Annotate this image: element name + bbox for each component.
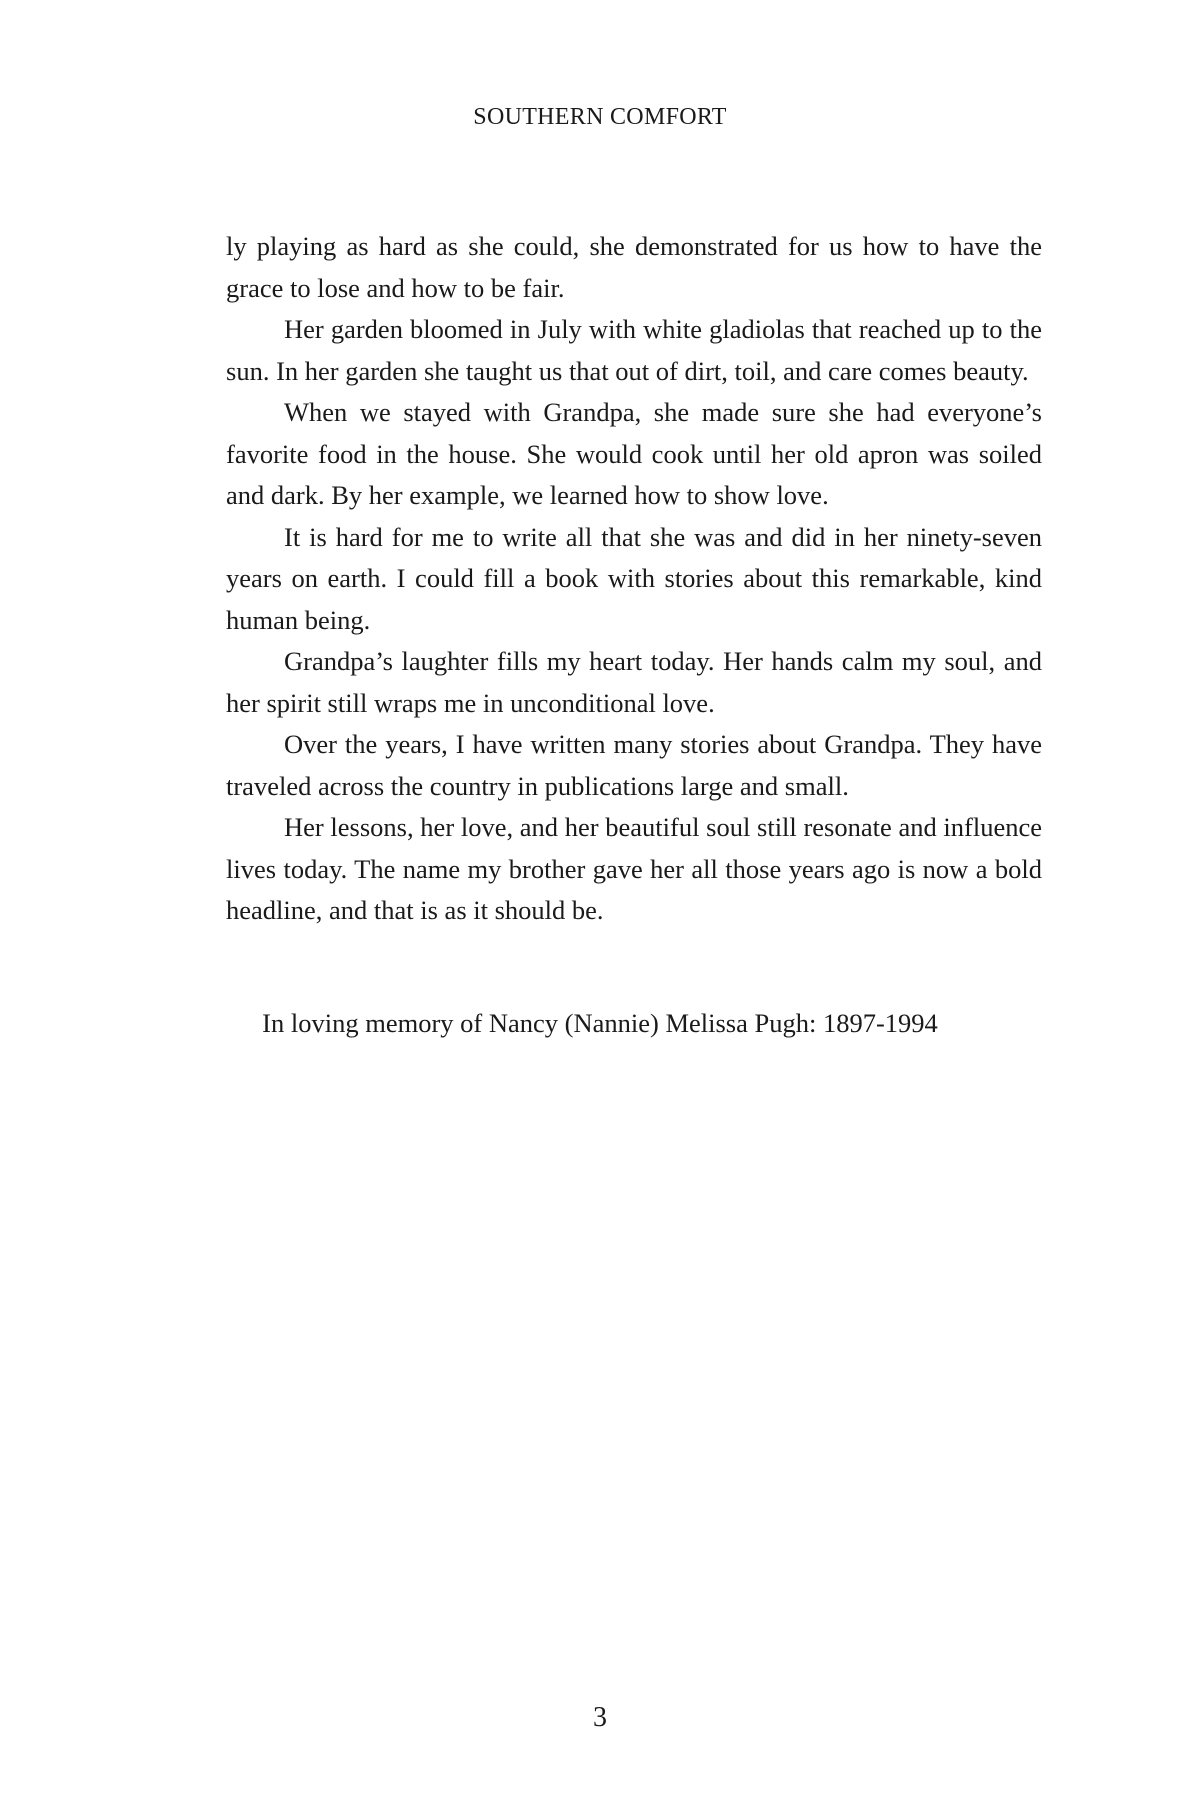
paragraph-lessons: Her lessons, her love, and her beautiful soul still resonate and influence lives today. The name my brother gave her all those years ago is now a bold headline, and that is as it should be. — [226, 812, 1042, 925]
paragraph-laughter: Grandpa’s laughter fills my heart today. Her hands calm my soul, and her spirit still wraps me in unconditional love. — [226, 646, 1042, 718]
running-header: SOUTHERN COMFORT — [473, 104, 727, 130]
paragraph-continued: ly playing as hard as she could, she demonstrated for us how to have the grace to lose and how to be fair. — [226, 231, 1042, 303]
paragraph-garden: Her garden bloomed in July with white gladiolas that reached up to the sun. In her garden she taught us that out of dirt, toil, and care comes beauty. — [226, 314, 1042, 386]
paragraph-stories: Over the years, I have written many stories about Grandpa. They have traveled across the country in publications large and small. — [226, 729, 1042, 801]
page-number: 3 — [593, 1702, 607, 1733]
memorial-dedication: In loving memory of Nancy (Nannie) Melissa Pugh: 1897-1994 — [262, 1008, 938, 1038]
paragraph-cooking: When we stayed with Grandpa, she made sure she had everyone’s favorite food in the house. She would cook until her old apron was soiled and dark. By her example, we learned how to show love. — [226, 397, 1042, 510]
paragraph-ninety-seven-years: It is hard for me to write all that she was and did in her ninety-seven years on earth. I could fill a book with stories about this remarkable, kind human being. — [226, 521, 1042, 635]
body-text — [226, 226, 1042, 932]
